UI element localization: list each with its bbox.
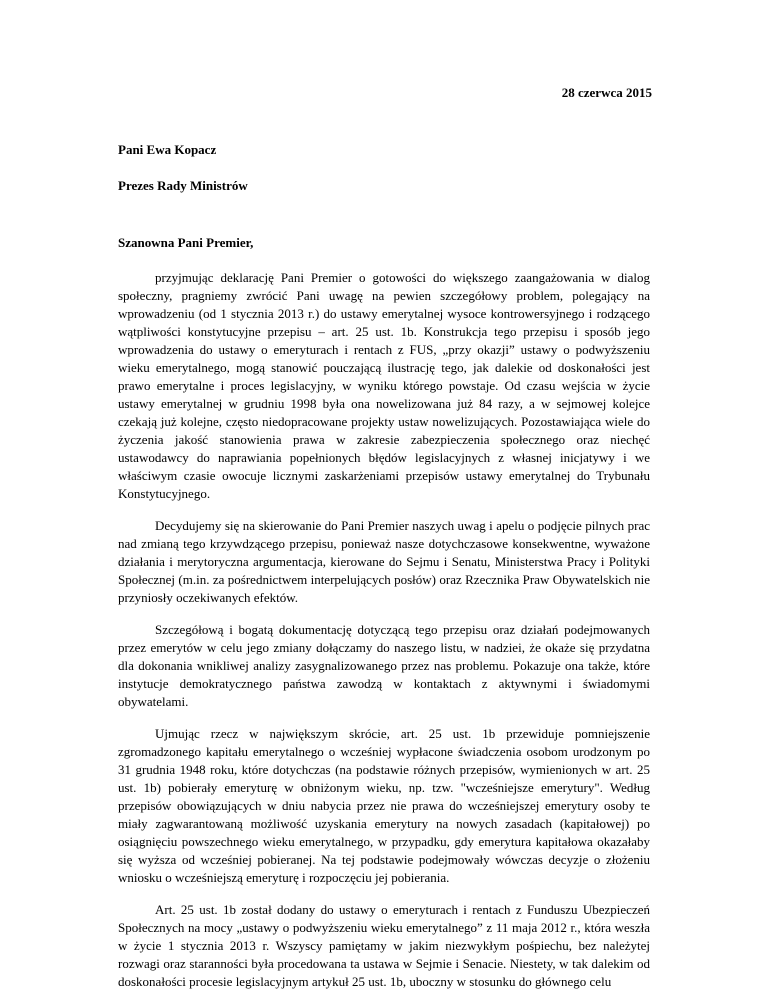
salutation: Szanowna Pani Premier, <box>118 235 254 250</box>
body-paragraph: Szczegółową i bogatą dokumentację dotyczącą tego przepisu oraz działań podejmowanych przez emerytów w celu jego zmiany dołączamy do naszego listu, w nadziei, że okaże się przydatna dla dokonania wnikliwej analizy zasygnalizowanego przez nas problemu. Pokazuje ona także, które instytucje demokratycznego państwa zawodzą w kontaktach z aktywnymi i świadomymi obywatelami. <box>118 622 650 709</box>
recipient-title: Prezes Rady Ministrów <box>118 178 248 193</box>
body-paragraph: Art. 25 ust. 1b został dodany do ustawy o emeryturach i rentach z Funduszu Ubezpieczeń Społecznych na mocy „ustawy o podwyższeniu wieku emerytalnego” z 11 maja 2012 r., która weszła w życie 1 stycznia 2013 r. Wszyscy pamiętamy w jakim niezwykłym pośpiechu, bez należytej rozwagi oraz staranności była procedowana ta ustawa w Sejmie i Senacie. Niestety, w tak dalekim od doskonałości procesie legislacyjnym artykuł 25 ust. 1b, uboczny w stosunku do głównego celu <box>118 902 650 989</box>
body-paragraph: Ujmując rzecz w największym skrócie, art. 25 ust. 1b przewiduje pomniejszenie zgromadzonego kapitału emerytalnego o wcześniej wypłacone świadczenia osobom urodzonym po 31 grudnia 1948 roku, które dotychczas (na podstawie różnych przepisów, wymienionych w art. 25 ust. 1b) pobierały emeryturę w obniżonym wieku, np. tzw. "wcześniejsze emerytury". Według przepisów obowiązujących w dniu nabycia przez nie prawa do wcześniejszej emerytury osoby te miały zagwarantowaną możliwość uzyskania emerytury na nowych zasadach (kapitałowej) po osiągnięciu powszechnego wieku emerytalnego, w przypadku, gdy emerytura kapitałowa okazałaby się wyższa od wcześniej pobieranej. Na tej podstawie podejmowały wówczas decyzje o złożeniu wniosku o wcześniejszą emeryturę i rozpoczęciu jej pobierania. <box>118 726 650 885</box>
letter-date: 28 czerwca 2015 <box>561 85 652 100</box>
letter-body <box>118 269 650 1005</box>
body-paragraph: przyjmując deklarację Pani Premier o gotowości do większego zaangażowania w dialog społeczny, pragniemy zwrócić Pani uwagę na pewien szczegółowy problem, polegający na wprowadzeniu (od 1 stycznia 2013 r.) do ustawy emerytalnej wysoce kontrowersyjnego i rodzącego wątpliwości konstytucyjne przepisu – art. 25 ust. 1b. Konstrukcja tego przepisu i sposób jego wprowadzenia do ustawy o emeryturach i rentach z FUS, „przy okazji” ustawy o podwyższeniu wieku emerytalnego, mogą stanowić pouczającą ilustrację tego, jak dalekie od doskonałości jest prawo emerytalne i proces legislacyjny, w wyniku którego powstaje. Od czasu wejścia w życie ustawy emerytalnej w grudniu 1998 była ona nowelizowana już 84 razy, a w sejmowej kolejce czekają już kolejne, często niedopracowane projekty ustaw nowelizujących. Pozostawiająca wiele do życzenia jakość stanowienia prawa w zakresie zabezpieczenia społecznego oraz niechęć ustawodawcy do naprawiania popełnionych błędów legislacyjnych z własnej inicjatywy i we właściwym czasie owocuje licznymi zaskarżeniami przepisów ustawy emerytalnej do Trybunału Konstytucyjnego. <box>118 270 650 501</box>
body-paragraph: Decydujemy się na skierowanie do Pani Premier naszych uwag i apelu o podjęcie pilnych prac nad zmianą tego krzywdzącego przepisu, ponieważ nasze dotychczasowe konsekwentne, wyważone działania i merytoryczna argumentacja, kierowane do Sejmu i Senatu, Ministerstwa Pracy i Polityki Społecznej (m.in. za pośrednictwem interpelujących posłów) oraz Rzecznika Praw Obywatelskich nie przyniosły oczekiwanych efektów. <box>118 518 650 605</box>
recipient-name: Pani Ewa Kopacz <box>118 142 217 157</box>
